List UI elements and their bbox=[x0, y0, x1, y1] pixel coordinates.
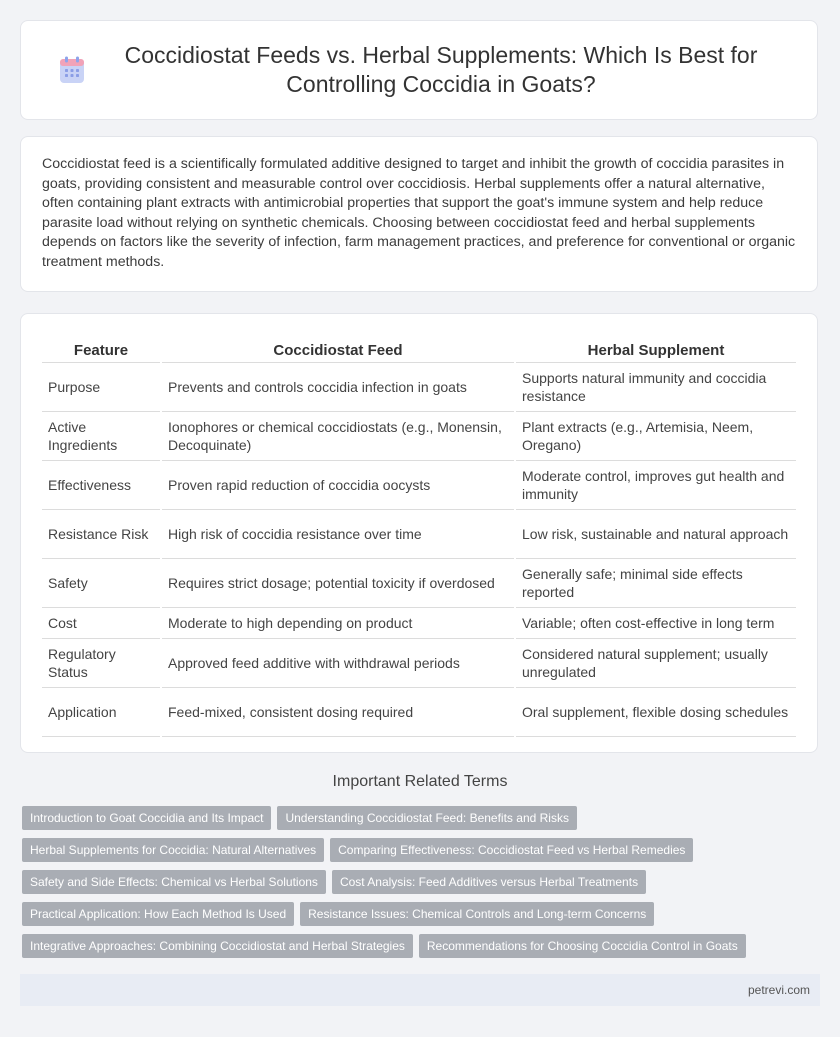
related-term-tag[interactable]: Cost Analysis: Feed Additives versus Herbal Treatments bbox=[332, 870, 646, 894]
intro-card bbox=[20, 136, 818, 292]
feature-cell: Purpose bbox=[42, 363, 160, 412]
calendar-icon bbox=[59, 56, 85, 84]
coccidiostat-cell: Requires strict dosage; potential toxicity if overdosed bbox=[162, 559, 514, 608]
coccidiostat-cell: Moderate to high depending on product bbox=[162, 608, 514, 639]
related-term-tag[interactable]: Introduction to Goat Coccidia and Its Impact bbox=[22, 806, 271, 830]
feature-cell: Effectiveness bbox=[42, 461, 160, 510]
title-card bbox=[20, 20, 818, 120]
table-row bbox=[42, 412, 796, 461]
table-row bbox=[42, 461, 796, 510]
comparison-table-card bbox=[20, 313, 818, 753]
header-feature: Feature bbox=[42, 334, 160, 363]
table-row bbox=[42, 608, 796, 639]
related-term-tag[interactable]: Resistance Issues: Chemical Controls and Long-term Concerns bbox=[300, 902, 654, 926]
related-terms-list bbox=[22, 806, 818, 966]
table-row bbox=[42, 363, 796, 412]
herbal-cell: Generally safe; minimal side effects reported bbox=[516, 559, 796, 608]
herbal-cell: Oral supplement, flexible dosing schedules bbox=[516, 688, 796, 737]
related-term-tag[interactable]: Integrative Approaches: Combining Coccidiostat and Herbal Strategies bbox=[22, 934, 413, 958]
header-coccidiostat-feed: Coccidiostat Feed bbox=[162, 334, 514, 363]
table-row bbox=[42, 688, 796, 737]
coccidiostat-cell: Approved feed additive with withdrawal periods bbox=[162, 639, 514, 688]
comparison-table bbox=[40, 334, 798, 737]
related-term-tag[interactable]: Recommendations for Choosing Coccidia Control in Goats bbox=[419, 934, 746, 958]
herbal-cell: Supports natural immunity and coccidia resistance bbox=[516, 363, 796, 412]
related-term-tag[interactable]: Comparing Effectiveness: Coccidiostat Feed vs Herbal Remedies bbox=[330, 838, 693, 862]
coccidiostat-cell: Feed-mixed, consistent dosing required bbox=[162, 688, 514, 737]
footer bbox=[20, 974, 820, 1006]
feature-cell: Regulatory Status bbox=[42, 639, 160, 688]
herbal-cell: Considered natural supplement; usually unregulated bbox=[516, 639, 796, 688]
related-term-tag[interactable]: Practical Application: How Each Method Is Used bbox=[22, 902, 294, 926]
intro-paragraph: Coccidiostat feed is a scientifically formulated additive designed to target and inhibit the growth of coccidia parasites in goats, providing consistent and measurable control over coccidiosis. Herbal supplements offer a natural alternative, often containing plant extracts with antimicrobial properties that support the goat's immune system and help reduce parasite load without relying on synthetic chemicals. Choosing between coccidiostat feed and herbal supplements depends on factors like the severity of infection, farm management practices, and preference for conventional or organic treatment methods. bbox=[42, 156, 796, 270]
header-herbal-supplement: Herbal Supplement bbox=[516, 334, 796, 363]
coccidiostat-cell: Prevents and controls coccidia infection in goats bbox=[162, 363, 514, 412]
feature-cell: Active Ingredients bbox=[42, 412, 160, 461]
herbal-cell: Moderate control, improves gut health and immunity bbox=[516, 461, 796, 510]
table-row bbox=[42, 510, 796, 559]
herbal-cell: Variable; often cost-effective in long term bbox=[516, 608, 796, 639]
related-term-tag[interactable]: Herbal Supplements for Coccidia: Natural Alternatives bbox=[22, 838, 324, 862]
table-header-row bbox=[42, 334, 796, 363]
feature-cell: Cost bbox=[42, 608, 160, 639]
table-row bbox=[42, 639, 796, 688]
related-terms-heading: Important Related Terms bbox=[332, 773, 508, 790]
related-term-tag[interactable]: Understanding Coccidiostat Feed: Benefits and Risks bbox=[277, 806, 576, 830]
coccidiostat-cell: Ionophores or chemical coccidiostats (e.g., Monensin, Decoquinate) bbox=[162, 412, 514, 461]
feature-cell: Application bbox=[42, 688, 160, 737]
page-title: Coccidiostat Feeds vs. Herbal Supplements: Which Is Best for Controlling Coccidia in Goats? bbox=[124, 42, 758, 97]
herbal-cell: Low risk, sustainable and natural approach bbox=[516, 510, 796, 559]
coccidiostat-cell: High risk of coccidia resistance over time bbox=[162, 510, 514, 559]
coccidiostat-cell: Proven rapid reduction of coccidia oocysts bbox=[162, 461, 514, 510]
table-row bbox=[42, 559, 796, 608]
related-term-tag[interactable]: Safety and Side Effects: Chemical vs Herbal Solutions bbox=[22, 870, 326, 894]
feature-cell: Safety bbox=[42, 559, 160, 608]
herbal-cell: Plant extracts (e.g., Artemisia, Neem, Oregano) bbox=[516, 412, 796, 461]
footer-site-link[interactable]: petrevi.com bbox=[747, 983, 810, 997]
feature-cell: Resistance Risk bbox=[42, 510, 160, 559]
